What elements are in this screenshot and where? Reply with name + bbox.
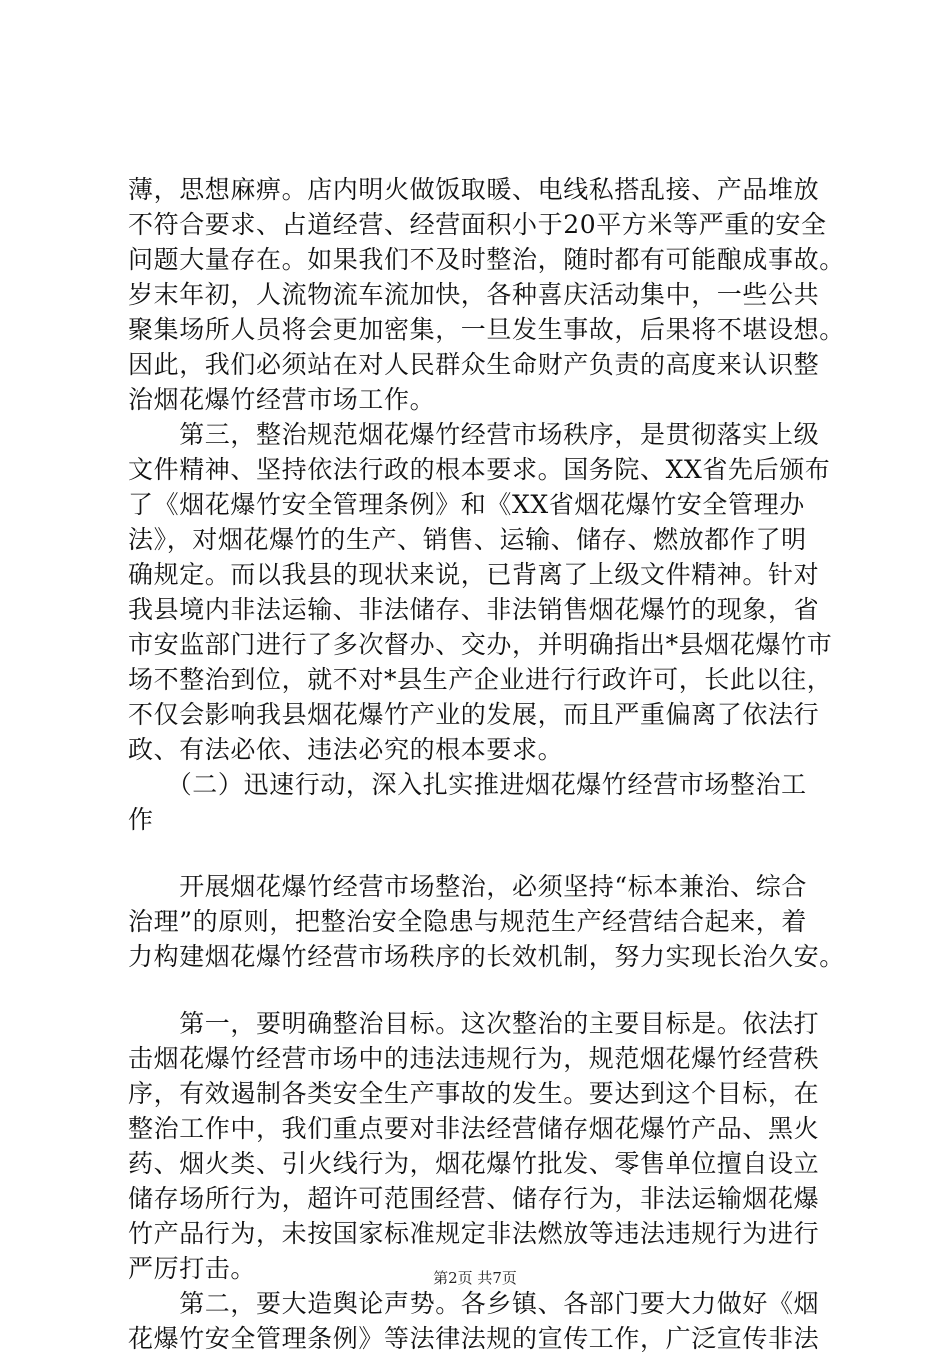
text-line: 我县境内非法运输、非法储存、非法销售烟花爆竹的现象，省 <box>128 595 820 624</box>
text-line: 储存场所行为，超许可范围经营、储存行为，非法运输烟花爆 <box>128 1184 820 1213</box>
text-line: 确规定。而以我县的现状来说，已背离了上级文件精神。针对 <box>128 560 820 589</box>
text-line: 花爆竹安全管理条例》等法律法规的宣传工作，广泛宣传非法 <box>128 1324 820 1353</box>
text-line: 因此，我们必须站在对人民群众生命财产负责的高度来认识整 <box>128 350 820 379</box>
text-line: 政、有法必依、违法必究的根本要求。 <box>128 735 564 764</box>
text-line: 薄，思想麻痹。店内明火做饭取暖、电线私搭乱接、产品堆放 <box>128 175 820 204</box>
text-line: 岁末年初，人流物流车流加快，各种喜庆活动集中，一些公共 <box>128 280 820 309</box>
text-line: 序，有效遏制各类安全生产事故的发生。要达到这个目标，在 <box>128 1079 820 1108</box>
text-line: 市安监部门进行了多次督办、交办，并明确指出*县烟花爆竹市 <box>128 630 833 659</box>
text-line: 开展烟花爆竹经营市场整治，必须坚持“标本兼治、综合 <box>128 872 807 901</box>
text-line: 不符合要求、占道经营、经营面积小于20平方米等严重的安全 <box>128 210 827 239</box>
text-line: 作 <box>128 805 154 834</box>
text-line: 法》，对烟花爆竹的生产、销售、运输、储存、燃放都作了明 <box>128 525 807 554</box>
paragraph-gap <box>128 837 848 869</box>
text-line: 文件精神、坚持依法行政的根本要求。国务院、XX省先后颁布 <box>128 455 831 484</box>
text-line: 聚集场所人员将会更加密集，一旦发生事故，后果将不堪设想。 <box>128 315 845 344</box>
text-line: 第一，要明确整治目标。这次整治的主要目标是。依法打 <box>128 1009 820 1038</box>
document-body <box>128 172 848 1356</box>
text-line: 药、烟火类、引火线行为，烟花爆竹批发、零售单位擅自设立 <box>128 1149 820 1178</box>
text-line: 竹产品行为，未按国家标准规定非法燃放等违法违规行为进行 <box>128 1219 820 1248</box>
text-line: 整治工作中，我们重点要对非法经营储存烟花爆竹产品、黑火 <box>128 1114 820 1143</box>
text-line: 了《烟花爆竹安全管理条例》和《XX省烟花爆竹安全管理办 <box>128 490 805 519</box>
text-line: 力构建烟花爆竹经营市场秩序的长效机制，努力实现长治久安。 <box>128 942 845 971</box>
text-line: 严厉打击。 <box>128 1254 257 1283</box>
text-line: 问题大量存在。如果我们不及时整治，随时都有可能酿成事故。 <box>128 245 845 274</box>
text-line: 治理”的原则，把整治安全隐患与规范生产经营结合起来，着 <box>128 907 807 936</box>
text-line: 第二，要大造舆论声势。各乡镇、各部门要大力做好《烟 <box>128 1289 820 1318</box>
text-line: 不仅会影响我县烟花爆竹产业的发展，而且严重偏离了依法行 <box>128 700 820 729</box>
text-line: 场不整治到位，就不对*县生产企业进行行政许可，长此以往， <box>128 665 833 694</box>
text-line: 击烟花爆竹经营市场中的违法违规行为，规范烟花爆竹经营秩 <box>128 1044 820 1073</box>
paragraph-gap <box>128 974 848 1006</box>
page-footer: 第2页 共7页 <box>433 1269 517 1287</box>
text-line: （二）迅速行动，深入扎实推进烟花爆竹经营市场整治工 <box>128 770 807 799</box>
text-line: 第三，整治规范烟花爆竹经营市场秩序，是贯彻落实上级 <box>128 420 820 449</box>
text-line: 治烟花爆竹经营市场工作。 <box>128 385 436 414</box>
